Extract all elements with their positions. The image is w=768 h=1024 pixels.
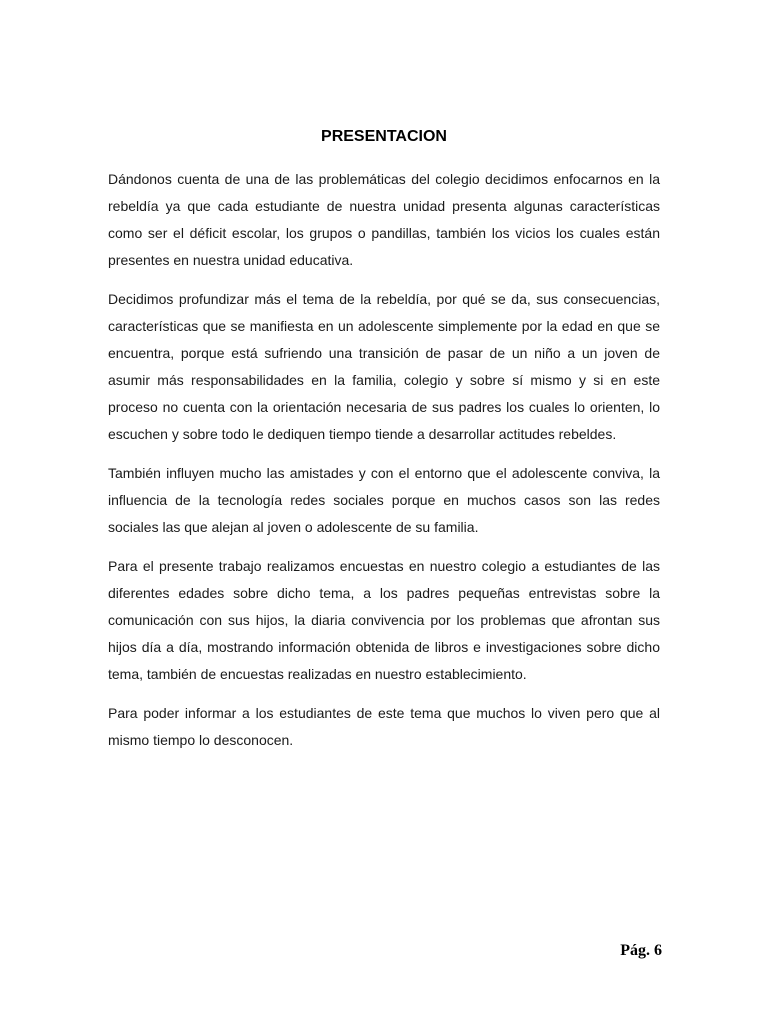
document-body bbox=[108, 166, 660, 766]
page-title: PRESENTACION bbox=[321, 128, 447, 145]
paragraph-5: Para poder informar a los estudiantes de este tema que muchos lo viven pero que al mismo tiempo lo desconocen. bbox=[108, 705, 660, 748]
paragraph-1: Dándonos cuenta de una de las problemáticas del colegio decidimos enfocarnos en la rebeldía ya que cada estudiante de nuestra unidad presenta algunas características como ser el déficit escolar, los grupos o pandillas, también los vicios los cuales están presentes en nuestra unidad educativa. bbox=[108, 171, 660, 268]
paragraph-3: También influyen mucho las amistades y con el entorno que el adolescente conviva, la influencia de la tecnología redes sociales porque en muchos casos son las redes sociales las que alejan al joven o adolescente de su familia. bbox=[108, 465, 660, 535]
page-number: Pág. 6 bbox=[620, 942, 662, 959]
paragraph-4: Para el presente trabajo realizamos encuestas en nuestro colegio a estudiantes de las diferentes edades sobre dicho tema, a los padres pequeñas entrevistas sobre la comunicación con sus hijos, la diaria convivencia por los problemas que afrontan sus hijos día a día, mostrando información obtenida de libros e investigaciones sobre dicho tema, también de encuestas realizadas en nuestro establecimiento. bbox=[108, 558, 660, 682]
paragraph-2: Decidimos profundizar más el tema de la rebeldía, por qué se da, sus consecuencias, características que se manifiesta en un adolescente simplemente por la edad en que se encuentra, porque está sufriendo una transición de pasar de un niño a un joven de asumir más responsabilidades en la familia, colegio y sobre sí mismo y si en este proceso no cuenta con la orientación necesaria de sus padres los cuales lo orienten, lo escuchen y sobre todo le dediquen tiempo tiende a desarrollar actitudes rebeldes. bbox=[108, 291, 660, 442]
